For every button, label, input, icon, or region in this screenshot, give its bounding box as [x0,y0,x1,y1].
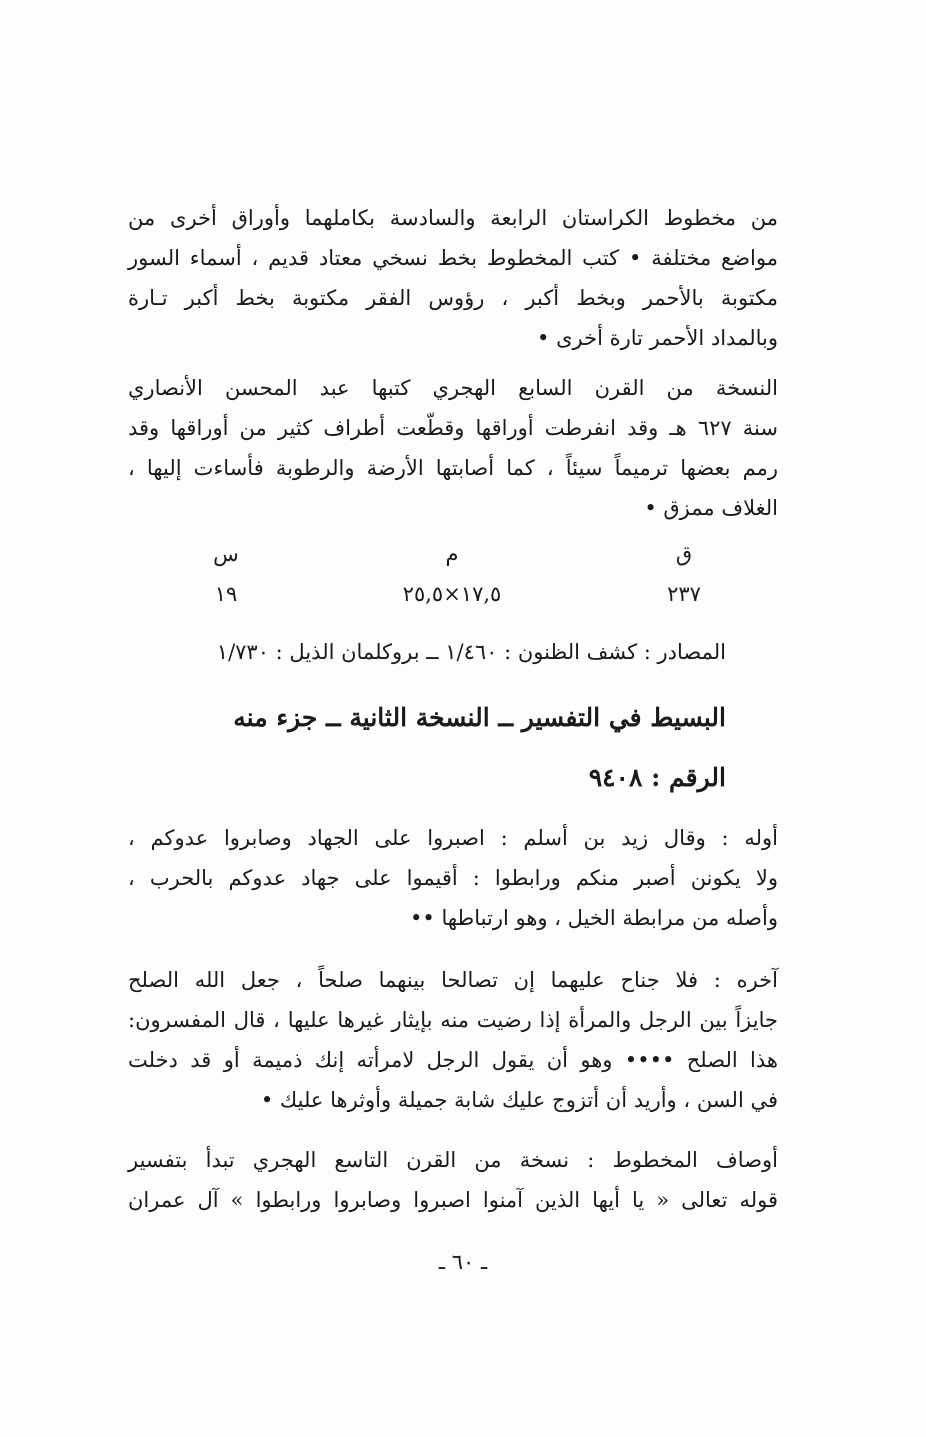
text-line: وبالمداد الأحمر تارة أخرى • [537,326,778,350]
paragraph-copy-description [128,368,778,528]
text-line: آخره : فلا جناح عليهما إن تصالحا بينهما صلحاً ، جعل الله الصلح [128,968,778,992]
manuscript-number: الرقم : ٩٤٠٨ [588,763,726,792]
paragraph-manuscript-features [128,1140,778,1220]
text-line: مكتوبة بالأحمر وبخط أكبر ، رؤوس الفقر مكتوبة بخط أكبر تـارة [128,286,778,310]
text-line: سنة ٦٢٧ هـ وقد انفرطت أوراقها وقطّعت أطراف كثير من أوراقها وقد [128,416,778,440]
text-line: رمم بعضها ترميماً سيئاً ، كما أصابتها الأرضة والرطوبة فأساءت إليها ، [128,456,778,480]
dimension-value-lines: ١٩ [214,582,238,606]
dimensions-value-row [0,582,926,622]
sources-line: المصادر : كشف الظنون : ١/٤٦٠ ــ بروكلمان الذيل : ١/٧٣٠ [216,640,726,664]
entry-heading: البسيط في التفسير ــ النسخة الثانية ــ جزء منه [233,703,726,732]
dimension-header-size: م [445,542,459,566]
text-line: أوصاف المخطوط : نسخة من القرن التاسع الهجري تبدأ بتفسير [128,1148,778,1172]
text-line: قوله تعالى « يا أيها الذين آمنوا اصبروا وصابروا ورابطوا » آل عمران [128,1188,778,1212]
text-line: النسخة من القرن السابع الهجري كتبها عبد المحسن الأنصاري [128,376,778,400]
text-line: ولا يكونن أصبر منكم ورابطوا : أقيموا على جهاد عدوكم بالحرب ، [128,866,778,890]
page-number: ـ ٦٠ ـ [438,1250,488,1274]
dimension-header-leaves: ق [675,542,693,566]
dimension-value-size: ١٧,٥×٢٥,٥ [402,582,502,606]
text-line: الغلاف ممزق • [644,496,778,520]
text-line: مواضع مختلفة • كتب المخطوط بخط نسخي معتاد قديم ، أسماء السور [128,246,778,270]
dimension-value-leaves: ٢٣٧ [667,582,701,606]
text-line: هذا الصلح •••• وهو أن يقول الرجل لامرأته إنك ذميمة أو قد دخلت [128,1048,778,1072]
text-line: من مخطوط الكراستان الرابعة والسادسة بكاملهما وأوراق أخرى من [128,206,778,230]
dimensions-header-row [0,542,926,582]
paragraph-manuscript-contents [128,198,778,358]
text-line: في السن ، وأريد أن أتزوج عليك شابة جميلة وأوثرها عليك • [260,1088,778,1112]
text-line: وأصله من مرابطة الخيل ، وهو ارتباطها •• [410,906,778,930]
paragraph-ending [128,960,778,1120]
text-line: جايزاً بين الرجل والمرأة إذا رضيت منه بإيثار غيرها عليها ، قال المفسرون: [128,1008,778,1032]
paragraph-beginning [128,818,778,938]
dimension-header-lines: س [213,542,239,566]
text-line: أوله : وقال زيد بن أسلم : اصبروا على الجهاد وصابروا عدوكم ، [128,826,778,850]
